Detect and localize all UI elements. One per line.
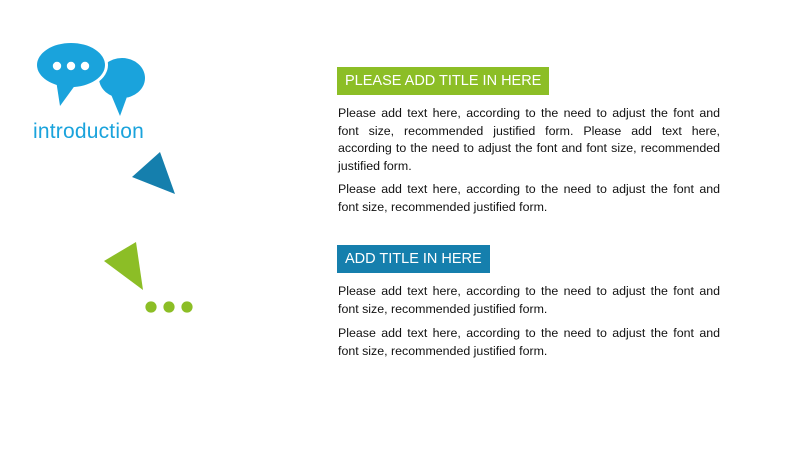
section-1-paragraph-1: Please add text here, according to the need to adjust the font and font size, recommended justified form. Please add text here, according to the need to adjust the font and font size, recommended justified form. bbox=[338, 106, 720, 173]
ellipsis-dots-icon bbox=[142, 298, 196, 316]
blue-triangle-shape bbox=[130, 150, 178, 196]
chat-bubbles-icon bbox=[34, 42, 146, 118]
green-triangle-shape bbox=[102, 240, 146, 292]
section-2-paragraph-1: Please add text here, according to the need to adjust the font and font size, recommended justified form. bbox=[338, 284, 720, 316]
section-1-paragraph-2: Please add text here, according to the need to adjust the font and font size, recommended justified form. bbox=[338, 182, 720, 214]
section-2-title: ADD TITLE IN HERE bbox=[337, 245, 490, 273]
section-1-title: PLEASE ADD TITLE IN HERE bbox=[337, 67, 549, 95]
section-2-paragraph-2: Please add text here, according to the need to adjust the font and font size, recommended justified form. bbox=[338, 326, 720, 358]
introduction-label: introduction bbox=[33, 120, 144, 143]
